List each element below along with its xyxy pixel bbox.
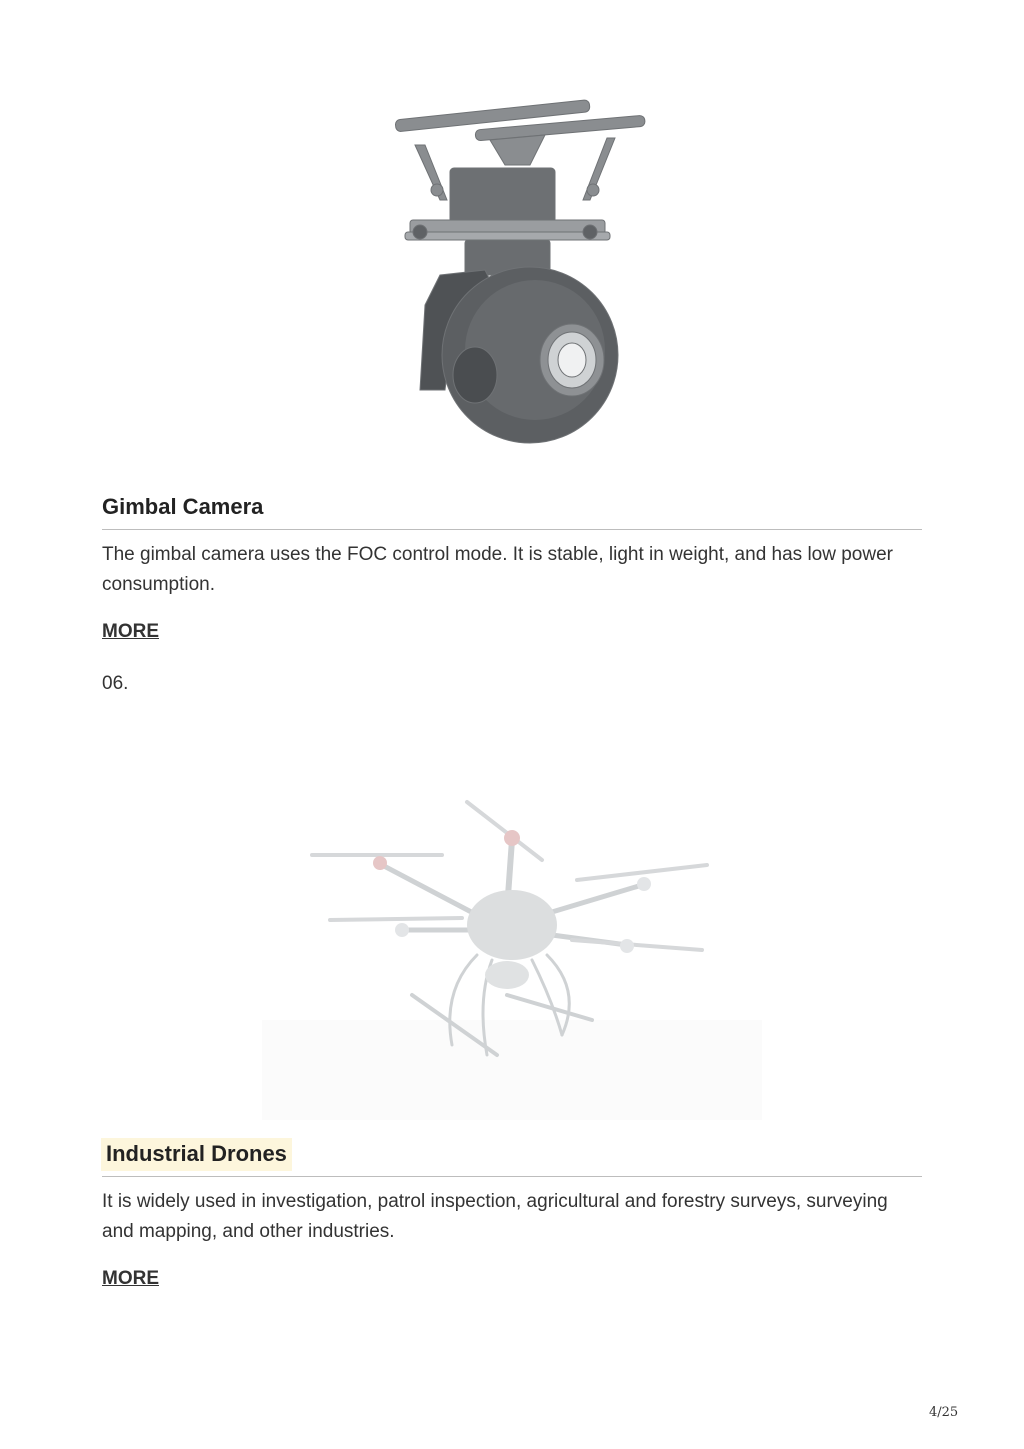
section-title-gimbal-camera: Gimbal Camera	[102, 494, 264, 519]
more-link-gimbal-camera[interactable]: MORE	[102, 621, 159, 642]
section-description-gimbal-camera: The gimbal camera uses the FOC control mode. It is stable, light in weight, and has low power consumption.	[102, 544, 893, 595]
gimbal-camera-image	[385, 90, 655, 450]
section-number: 06.	[102, 673, 129, 694]
section-description-industrial-drones: It is widely used in investigation, patrol inspection, agricultural and forestry surveys, surveying and mapping, and other industries.	[102, 1191, 888, 1242]
section-title-industrial-drones: Industrial Drones	[101, 1138, 292, 1171]
more-link-industrial-drones[interactable]: MORE	[102, 1268, 159, 1289]
industrial-drone-image	[262, 790, 762, 1120]
section-divider	[102, 529, 922, 530]
section-divider	[102, 1176, 922, 1177]
page-number: 4/25	[929, 1405, 959, 1420]
